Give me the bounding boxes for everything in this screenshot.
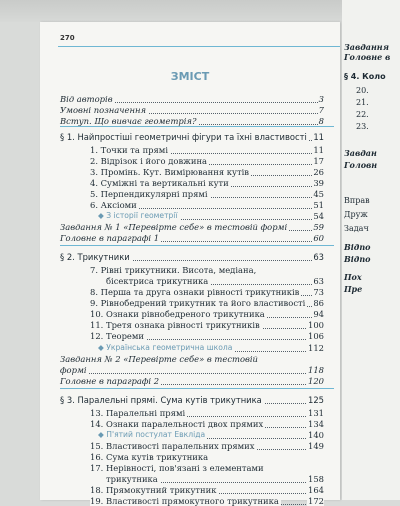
- adjacent-line: Головн: [344, 160, 378, 170]
- toc-entry-label: 12. Теореми: [90, 331, 144, 341]
- toc-entry-page: 120: [308, 376, 324, 386]
- toc-entry-page: 86: [313, 298, 324, 308]
- adjacent-line: Відпо: [344, 242, 371, 252]
- adjacent-line: Відпо: [344, 254, 371, 264]
- toc-entry[interactable]: [90, 178, 324, 188]
- toc-entry[interactable]: [90, 167, 324, 177]
- toc-entry-page: 17: [313, 156, 324, 166]
- toc-entry[interactable]: [90, 452, 324, 462]
- toc-entry-page: 94: [313, 309, 324, 319]
- toc-entry-label: Від авторів: [60, 94, 113, 104]
- toc-entry-page: 11: [313, 145, 324, 155]
- toc-section-label: § 1. Найпростіші геометричні фігури та їхні властивості: [60, 132, 307, 142]
- toc-entry-page: 106: [308, 331, 324, 341]
- toc-entry-label: бісектриса трикутника: [106, 276, 209, 286]
- toc-section-2[interactable]: [60, 252, 324, 262]
- adjacent-line: Задач: [344, 224, 369, 233]
- toc-entry[interactable]: [60, 94, 324, 104]
- toc-entry-page: 164: [308, 485, 324, 495]
- toc-entry-label: 13. Паралельні прямі: [90, 408, 186, 418]
- toc-entry-page: 134: [308, 419, 324, 429]
- toc-section-label: § 2. Трикутники: [60, 252, 130, 262]
- toc-entry-page: 131: [308, 408, 324, 418]
- toc-entry-label: 4. Суміжні та вертикальні кути: [90, 178, 229, 188]
- toc-title: ЗМІСТ: [170, 70, 210, 83]
- adjacent-line: 20.: [356, 86, 369, 95]
- toc-entry[interactable]: [60, 354, 324, 364]
- toc-entry-label: 11. Третя ознака рівності трикутників: [90, 320, 260, 330]
- toc-entry[interactable]: [60, 105, 324, 115]
- page-number: 270: [60, 34, 75, 42]
- toc-entry-label: 16. Сума кутів трикутника: [90, 452, 209, 462]
- toc-entry-label: Завдання № 1 «Перевірте себе» в тестовій формі: [60, 222, 288, 232]
- toc-entry-page: 63: [313, 276, 324, 286]
- toc-entry-label: 9. Рівнобедрений трикутник та його властивості: [90, 298, 306, 308]
- adjacent-line: Пох: [344, 272, 362, 282]
- toc-entry-label: 7. Рівні трикутники. Висота, медіана,: [90, 265, 257, 275]
- toc-entry-page: 73: [313, 287, 324, 297]
- toc-entry[interactable]: [90, 463, 324, 473]
- toc-entry-label: З історії геометрії: [106, 211, 178, 220]
- toc-entry[interactable]: [90, 408, 324, 418]
- section-rule: [60, 245, 334, 246]
- toc-entry-page: 7: [318, 105, 324, 115]
- toc-history-entry[interactable]: [98, 430, 324, 440]
- toc-entry[interactable]: [90, 200, 324, 210]
- toc-section-page: 63: [313, 252, 324, 262]
- toc-section-page: 11: [313, 132, 324, 142]
- toc-entry-label: Вступ. Що вивчає геометрія?: [60, 116, 197, 126]
- toc-entry-page: 8: [318, 116, 324, 126]
- toc-entry[interactable]: [60, 222, 324, 232]
- toc-entry-label: 3. Промінь. Кут. Вимірювання кутів: [90, 167, 249, 177]
- toc-entry[interactable]: [60, 233, 324, 243]
- toc-entry-page: 59: [313, 222, 324, 232]
- toc-section-1[interactable]: [60, 132, 324, 142]
- adjacent-line: Пре: [344, 284, 363, 294]
- toc-entry-page: 39: [313, 178, 324, 188]
- toc-entry-label: 2. Відрізок і його довжина: [90, 156, 208, 166]
- adjacent-line: Друж: [344, 210, 368, 219]
- adjacent-line: Завдан: [344, 148, 377, 158]
- toc-entry-label: 15. Властивості паралельних прямих: [90, 441, 255, 451]
- toc-entry-label: Головне в параграфі 2: [60, 376, 160, 386]
- toc-entry-page: 100: [308, 320, 324, 330]
- toc-page: [40, 22, 340, 506]
- toc-entry-label: 19. Властивості прямокутного трикутника: [90, 496, 279, 506]
- toc-entry[interactable]: [60, 116, 324, 126]
- toc-entry[interactable]: [90, 156, 324, 166]
- toc-entry-page: 51: [313, 200, 324, 210]
- toc-entry-label: Умовні позначення: [60, 105, 147, 115]
- toc-entry[interactable]: [90, 320, 324, 330]
- toc-entry[interactable]: [106, 474, 324, 484]
- toc-history-entry[interactable]: [98, 211, 324, 221]
- toc-entry[interactable]: [60, 376, 324, 386]
- toc-entry-page: 3: [318, 94, 324, 104]
- adjacent-line: § 4. Коло: [344, 72, 386, 81]
- header-rule: [58, 46, 340, 47]
- toc-entry-label: 1. Точки та прямі: [90, 145, 169, 155]
- adjacent-line: 22.: [356, 110, 369, 119]
- diamond-icon: ◆: [98, 430, 107, 439]
- toc-entry-page: 54: [313, 211, 324, 221]
- toc-entry-label: 5. Перпендикулярні прямі: [90, 189, 208, 199]
- toc-entry-label: 18. Прямокутний трикутник: [90, 485, 217, 495]
- toc-entry[interactable]: [90, 287, 324, 297]
- section-rule: [60, 126, 334, 127]
- section-rule: [60, 388, 334, 389]
- toc-entry-label: Українська геометрична школа: [106, 343, 233, 352]
- toc-history-entry[interactable]: [98, 343, 324, 353]
- toc-entry-label: 14. Ознаки паралельності двох прямих: [90, 419, 264, 429]
- toc-entry-page: 26: [313, 167, 324, 177]
- toc-entry-label: трикутника: [106, 474, 158, 484]
- toc-entry-label: Завдання № 2 «Перевірте себе» в тестовій: [60, 354, 258, 364]
- toc-section-page: 125: [308, 395, 324, 405]
- toc-entry-page: 172: [308, 496, 324, 506]
- toc-entry-page: 158: [308, 474, 324, 484]
- toc-entry-label: 6. Аксіоми: [90, 200, 137, 210]
- adjacent-line: 23.: [356, 122, 369, 131]
- adjacent-line: Головне в: [344, 52, 391, 62]
- adjacent-page: [342, 0, 400, 500]
- toc-entry[interactable]: [90, 309, 324, 319]
- toc-section-label: § 3. Паралельні прямі. Сума кутів трикутника: [60, 395, 262, 405]
- adjacent-line: Завдання: [344, 42, 389, 52]
- toc-entry-page: 112: [308, 343, 324, 353]
- toc-entry-page: 60: [313, 233, 324, 243]
- toc-entry[interactable]: [90, 496, 324, 506]
- toc-entry[interactable]: [90, 189, 324, 199]
- toc-entry-label: 8. Перша та друга ознаки рівності трикутників: [90, 287, 300, 297]
- toc-entry[interactable]: [90, 265, 324, 275]
- toc-entry[interactable]: [90, 298, 324, 308]
- toc-entry[interactable]: [90, 419, 324, 429]
- toc-entry[interactable]: [90, 485, 324, 495]
- toc-entry-label: Головне в параграфі 1: [60, 233, 160, 243]
- adjacent-line: 21.: [356, 98, 369, 107]
- toc-entry-label: П'ятий постулат Евкліда: [106, 430, 206, 439]
- toc-entry-label: формі: [60, 365, 87, 375]
- toc-entry[interactable]: [90, 441, 324, 451]
- toc-entry-page: 118: [308, 365, 324, 375]
- adjacent-line: Вправ: [344, 196, 370, 205]
- diamond-icon: ◆: [98, 343, 107, 352]
- toc-entry-page: 45: [313, 189, 324, 199]
- top-shadow: [0, 0, 400, 22]
- toc-section-3[interactable]: [60, 395, 324, 405]
- toc-entry-page: 149: [308, 441, 324, 451]
- toc-entry[interactable]: [90, 145, 324, 155]
- diamond-icon: ◆: [98, 211, 107, 220]
- toc-entry[interactable]: [60, 365, 324, 375]
- toc-entry-label: 10. Ознаки рівнобедреного трикутника: [90, 309, 265, 319]
- toc-entry-label: 17. Нерівності, пов'язані з елементами: [90, 463, 264, 473]
- toc-entry[interactable]: [106, 276, 324, 286]
- toc-entry-page: 140: [308, 430, 324, 440]
- toc-entry[interactable]: [90, 331, 324, 341]
